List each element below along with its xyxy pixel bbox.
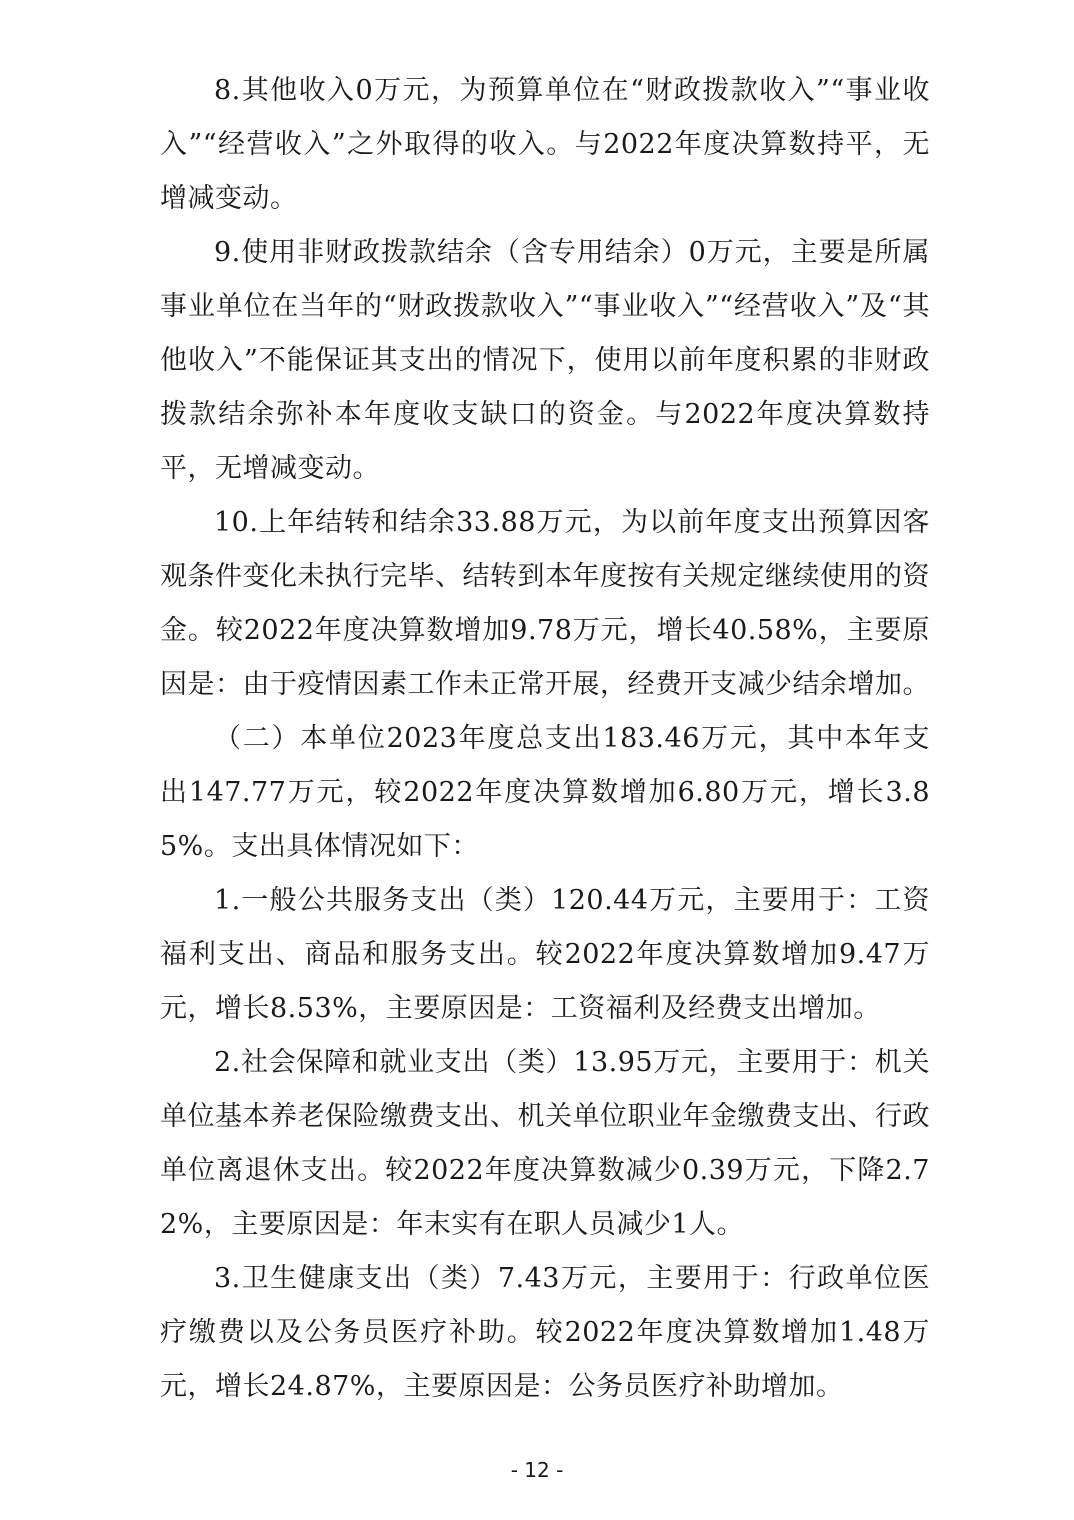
paragraph-other-income: 8.其他收入0万元，为预算单位在“财政拨款收入”“事业收入”“经营收入”之外取得的收入。与2022年度决算数持平，无增减变动。 bbox=[160, 75, 930, 214]
page-number: - 12 - bbox=[510, 1458, 564, 1482]
paragraph-social-security: 2.社会保障和就业支出（类）13.95万元，主要用于：机关单位基本养老保险缴费支出、机关单位职业年金缴费支出、行政单位离退休支出。较2022年度决算数减少0.39万元，下降2.72%，主要原因是：年末实有在职人员减少1人。 bbox=[160, 1047, 930, 1240]
paragraph-general-public-services: 1.一般公共服务支出（类）120.44万元，主要用于：工资福利支出、商品和服务支出。较2022年度决算数增加9.47万元，增长8.53%，主要原因是：工资福利及经费支出增加。 bbox=[160, 885, 930, 1024]
paragraph-non-fiscal-balance: 9.使用非财政拨款结余（含专用结余）0万元，主要是所属事业单位在当年的“财政拨款收入”“事业收入”“经营收入”及“其他收入”不能保证其支出的情况下，使用以前年度积累的非财政拨款结余弥补本年度收支缺口的资金。与2022年度决算数持平，无增减变动。 bbox=[160, 237, 930, 484]
paragraph-health: 3.卫生健康支出（类）7.43万元，主要用于：行政单位医疗缴费以及公务员医疗补助。较2022年度决算数增加1.48万元，增长24.87%，主要原因是：公务员医疗补助增加。 bbox=[160, 1263, 930, 1402]
paragraph-total-expenditure: （二）本单位2023年度总支出183.46万元，其中本年支出147.77万元，较2022年度决算数增加6.80万元，增长3.85%。支出具体情况如下： bbox=[160, 723, 930, 862]
body-text bbox=[160, 64, 930, 1414]
paragraph-carryover-balance: 10.上年结转和结余33.88万元，为以前年度支出预算因客观条件变化未执行完毕、结转到本年度按有关规定继续使用的资金。较2022年度决算数增加9.78万元，增长40.58%，主要原因是：由于疫情因素工作未正常开展，经费开支减少结余增加。 bbox=[160, 507, 930, 700]
